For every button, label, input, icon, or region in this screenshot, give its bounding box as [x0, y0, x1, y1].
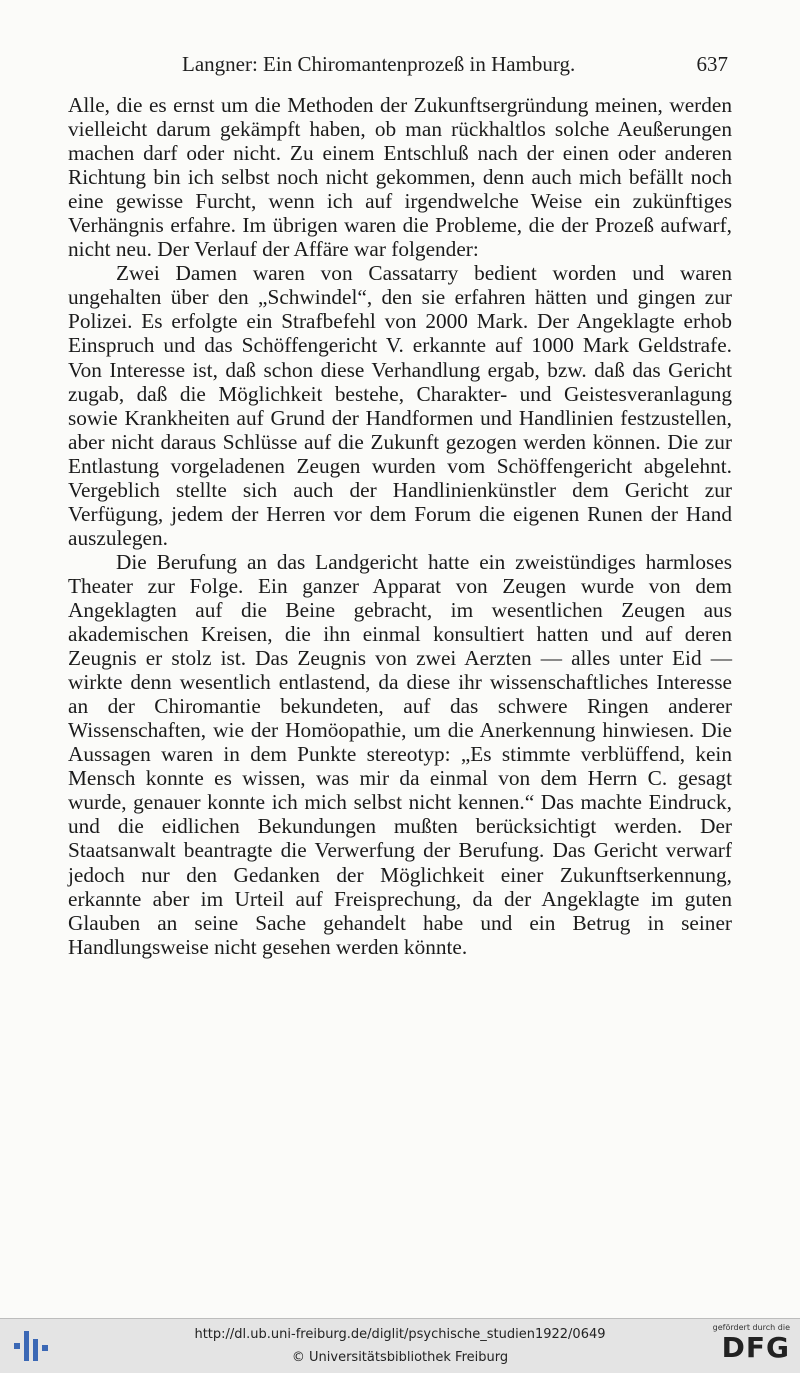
paragraph-1: Alle, die es ernst um die Methoden der Zukunftsergründung meinen, werden vielleicht darum gekämpft haben, ob man rückhaltlos solche Aeußerungen machen darf oder nicht. Zu einem Entschluß nach der einen oder anderen Richtung bin ich selbst noch nicht gekommen, denn auch mich befällt noch eine gewisse Furcht, wenn ich auf irgendwelche Weise ein zukünftiges Verhängnis erfahre. Im übrigen waren die Probleme, die der Prozeß aufwarf, nicht neu. Der Verlauf der Affäre war folgender: — [68, 93, 732, 262]
copyright-text: © Universitätsbibliothek Freiburg — [291, 1350, 509, 1365]
permalink-url[interactable]: http://dl.ub.uni-freiburg.de/diglit/psychische_studien1922/0649 — [194, 1327, 606, 1342]
paragraph-3: Die Berufung an das Landgericht hatte ein zweistündiges harmloses Theater zur Folge. Ein ganzer Apparat von Zeugen wurde von dem Angeklagten auf die Beine gebracht, im wesentlichen Zeugen aus akademischen Kreisen, die ihn einmal konsultiert hatten und auf deren Zeugnis er stolz ist. Das Zeugnis von zwei Aerzten — alles unter Eid — wirkte denn wesentlich entlastend, da diese ihr wissenschaftliches Interesse an der Chiromantie bekundeten, auf das schwere Ringen anderer Wissenschaften, wie der Homöopathie, um die Anerkennung hinwiesen. Die Aussagen waren in dem Punkte stereotyp: „Es stimmte verblüffend, kein Mensch konnte es wissen, was mir da einmal von dem Herrn C. gesagt wurde, genauer konnte ich mich selbst nicht kennen.“ Das machte Eindruck, und die eidlichen Bekundungen mußten berücksichtigt werden. Der Staatsanwalt beantragte die Verwerfung der Berufung. Das Gericht verwarf jedoch nur den Gedanken der Möglichkeit einer Zukunftserkennung, erkannte aber im Urteil auf Freisprechung, da der Angeklagte im guten Glauben an seine Sache gehandelt habe und ein Betrug in seiner Handlungsweise nicht gesehen werden könnte. — [68, 549, 732, 959]
running-title: Langner: Ein Chiromantenprozeß in Hamburg. — [182, 52, 576, 76]
page-number: 637 — [696, 52, 728, 76]
paragraph-2: Zwei Damen waren von Cassatarry bedient worden und waren ungehalten über den „Schwindel“, den sie erfahren hätten und gingen zur Polizei. Es erfolgte ein Strafbefehl von 2000 Mark. Der Angeklagte erhob Einspruch und das Schöffengericht V. erkannte auf 1000 Mark Geldstrafe. Von Interesse ist, daß schon diese Verhandlung ergab, bzw. daß das Gericht zugab, daß die Möglichkeit bestehe, Charakter- und Geistesveranlagung sowie Krankheiten auf Grund der Handformen und Handlinien festzustellen, aber nicht daraus Schlüsse auf die Zukunft gezogen werden können. Die zur Entlastung vorgeladenen Zeugen wurden vom Schöffengericht abgelehnt. Vergeblich stellte sich auch der Handlinienkünstler dem Gericht zur Verfügung, jedem der Herren vor dem Forum die eigenen Runen der Hand auszulegen. — [68, 261, 732, 550]
dfg-logo-text: DFG — [721, 1331, 790, 1364]
dfg-sponsor-text: gefördert durch die — [712, 1323, 790, 1332]
dfg-logo — [704, 1323, 790, 1369]
library-footer — [0, 1318, 800, 1373]
running-header — [70, 52, 732, 82]
body-text — [68, 93, 732, 959]
